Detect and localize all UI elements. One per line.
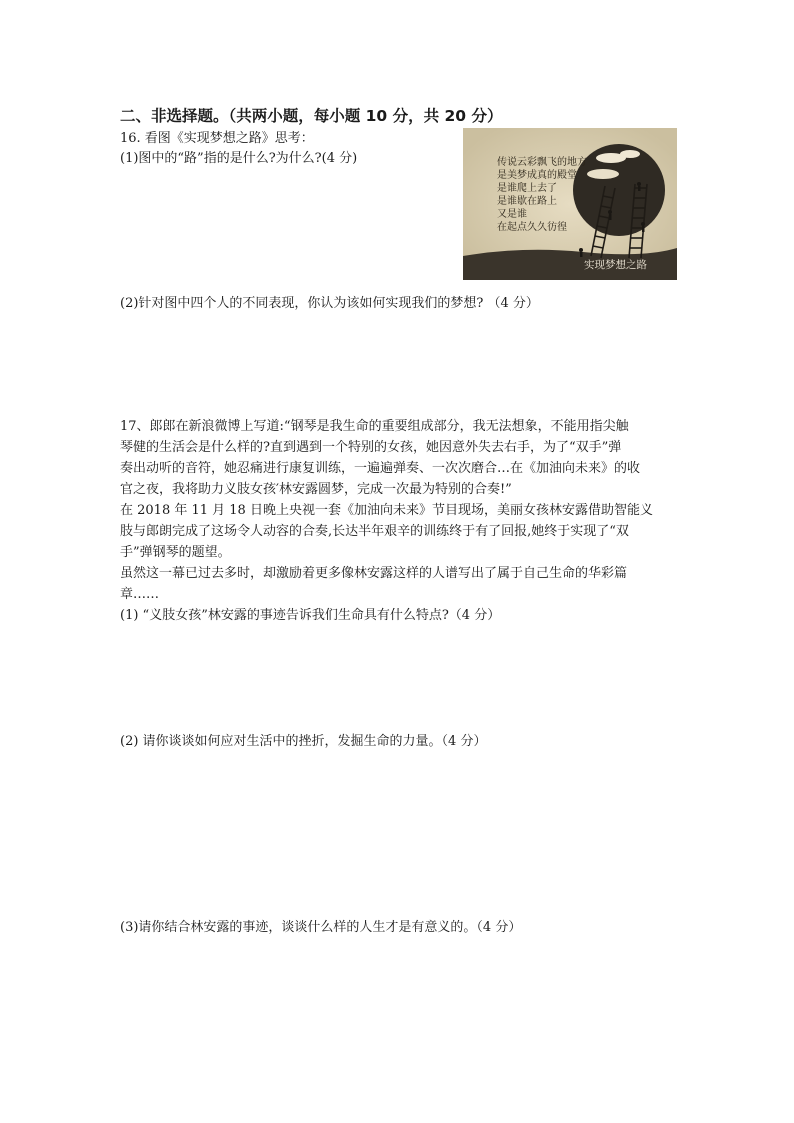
question-17-part-2: (2) 请你谈谈如何应对生活中的挫折，发掘生命的力量。（4 分） xyxy=(120,734,487,749)
question-17-material-line: 在 2018 年 11 月 18 日晚上央视一套《加油向未来》节目现场，美丽女孩林安露借助智能义 xyxy=(120,503,653,518)
question-17-material-line: 章…… xyxy=(120,587,160,602)
question-16-stem: 16. 看图《实现梦想之路》思考： xyxy=(120,131,314,146)
question-17-material-line: 手”弹钢琴的题望。 xyxy=(120,545,231,560)
poem-line: 是谁爬上去了 xyxy=(497,183,557,194)
figure-caption: 实现梦想之路 xyxy=(584,259,647,271)
question-17-material-line: 肢与郎朗完成了这场令人动容的合奏,长达半年艰辛的训练终于有了回报,她终于实现了“双 xyxy=(120,524,629,539)
poem-line: 传说云彩飘飞的地方 xyxy=(497,157,587,168)
poem-line: 在起点久久彷徨 xyxy=(497,222,567,233)
poem-line: 是谁歇在路上 xyxy=(497,196,557,207)
dream-road-figure xyxy=(463,128,677,280)
question-16-part-2: (2)针对图中四个人的不同表现，你认为该如何实现我们的梦想? （4 分） xyxy=(120,296,539,311)
poem-line: 又是谁 xyxy=(497,209,527,220)
question-16-part-1: (1)图中的“路”指的是什么?为什么?(4 分) xyxy=(120,151,358,166)
question-17-material-line: 官之夜，我将助力义肢女孩′林安露圆梦，完成一次最为特别的合奏!” xyxy=(120,482,512,497)
question-17-part-1: (1) “义肢女孩”林安露的事迹告诉我们生命具有什么特点?（4 分） xyxy=(120,608,501,623)
question-17-material-line: 虽然这一幕已过去多时，却激励着更多像林安露这样的人谱写出了属于自己生命的华彩篇 xyxy=(120,566,628,581)
poem-line: 是美梦成真的殿堂 xyxy=(497,170,577,181)
question-17-material-line: 17、郎郎在新浪微博上写道:“钢琴是我生命的重要组成部分，我无法想象，不能用指尖触 xyxy=(120,419,629,434)
question-17-part-3: (3)请你结合林安露的事迹，谈谈什么样的人生才是有意义的。（4 分） xyxy=(120,920,522,935)
question-17-material-line: 琴健的生活会是什么样的?直到遇到一个特别的女孩，她因意外失去右手，为了“双手”弹 xyxy=(120,440,622,455)
section-title: 二、非选择题。（共两小题，每小题 10 分，共 20 分） xyxy=(120,107,503,125)
question-17-material-line: 奏出动听的音符，她忍痛进行康复训练，一遍遍弹奏、一次次磨合…在《加油向未来》的收 xyxy=(120,461,641,476)
